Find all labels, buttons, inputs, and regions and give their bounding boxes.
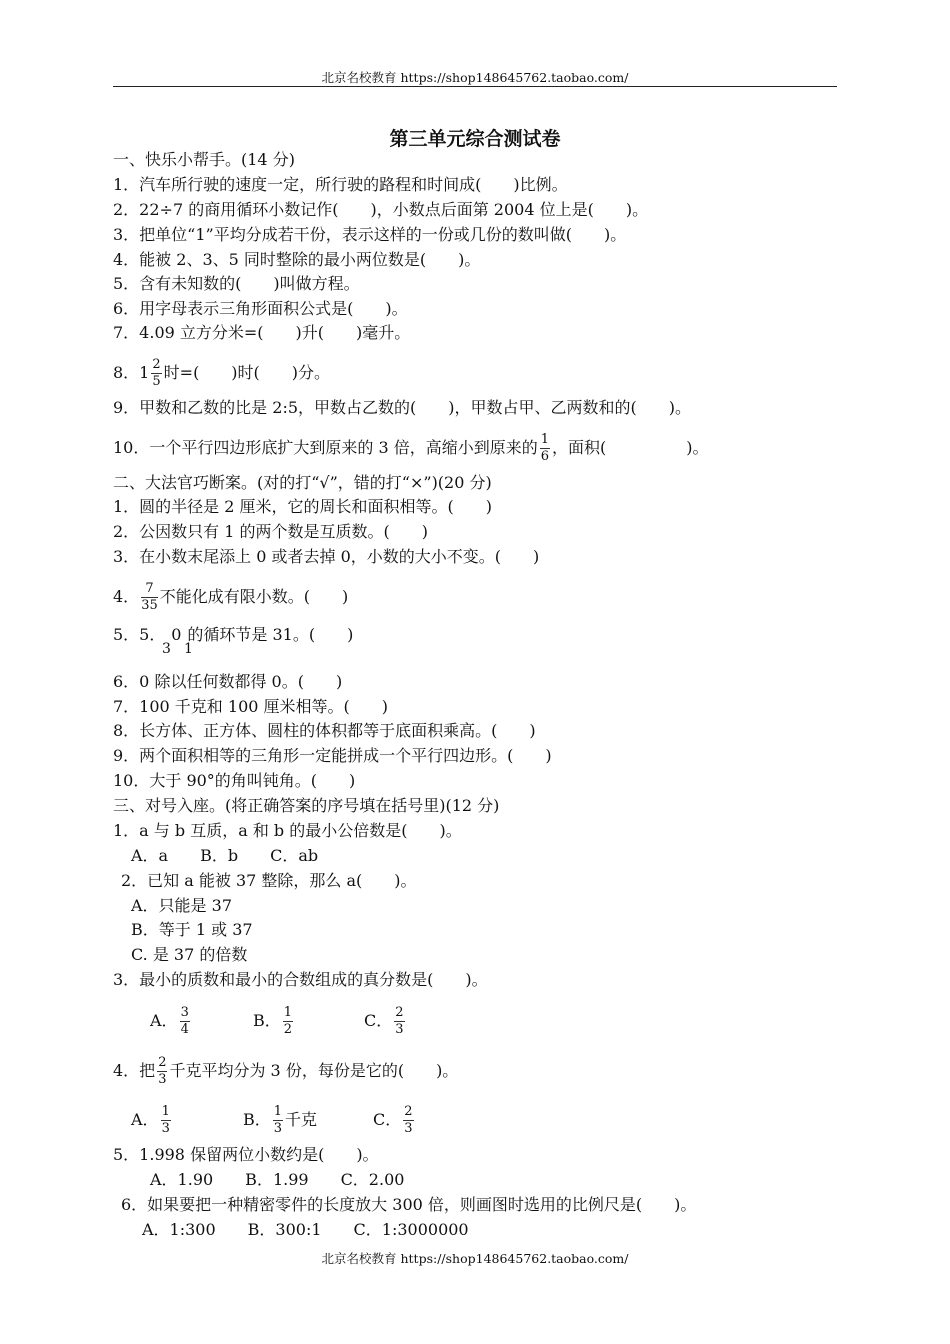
- denominator: 3: [161, 1121, 170, 1136]
- option-label: A．: [150, 1011, 178, 1030]
- option-fraction: [403, 1105, 413, 1136]
- s3-question-4: [113, 1056, 458, 1087]
- option-label: A．: [131, 1110, 159, 1129]
- s3-question-2: 2．已知 a 能被 37 整除，那么 a( )。: [121, 871, 417, 890]
- page-footer: 北京名校教育 https://shop148645762.taobao.com/: [321, 1251, 629, 1266]
- denominator: 3: [395, 1022, 404, 1037]
- option-fraction: [394, 1006, 404, 1037]
- s3q4-fraction: [157, 1056, 167, 1087]
- numerator: 2: [404, 1104, 413, 1119]
- option-label: C．: [373, 1110, 402, 1129]
- s2-question-1: 1．圆的半径是 2 厘米，它的周长和面积相等。( ): [113, 497, 493, 516]
- s2-question-4: [113, 582, 348, 613]
- s2-question-9: 9．两个面积相等的三角形一定能拼成一个平行四边形。( ): [113, 746, 552, 765]
- s2-question-6: 6．0 除以任何数都得 0。( ): [113, 672, 343, 691]
- option-suffix: 千克: [285, 1110, 318, 1129]
- s2q4-prefix: 4．: [113, 587, 140, 606]
- q10-fraction: [540, 433, 550, 464]
- s2-question-10: 10．大于 90°的角叫钝角。( ): [113, 771, 356, 790]
- s2-question-7: 7．100 千克和 100 厘米相等。( ): [113, 697, 389, 716]
- s1-question-3: 3．把单位“1”平均分成若干份，表示这样的一份或几份的数叫做( )。: [113, 225, 627, 244]
- numerator: 1: [283, 1005, 293, 1020]
- numerator: 2: [158, 1055, 167, 1070]
- s3-q4-option-c: [373, 1105, 416, 1136]
- denominator: 3: [158, 1072, 167, 1087]
- q8-fraction: [151, 358, 161, 389]
- q10-numerator: 1: [540, 432, 549, 447]
- s3-q2-option-c: C. 是 37 的倍数: [131, 945, 248, 964]
- option-label: B．: [253, 1011, 281, 1030]
- s1-question-4: 4．能被 2、3、5 同时整除的最小两位数是( )。: [113, 250, 481, 269]
- option-label: B．: [243, 1110, 271, 1129]
- s3q4-suffix: 千克平均分为 3 份，每份是它的( )。: [169, 1061, 459, 1080]
- s2-question-2: 2．公因数只有 1 的两个数是互质数。( ): [113, 522, 429, 541]
- numerator: 2: [395, 1005, 404, 1020]
- q8-numerator: 2: [152, 357, 161, 372]
- q10-suffix: ，面积( )。: [552, 438, 709, 457]
- denominator: 3: [404, 1121, 413, 1136]
- s1-question-5: 5．含有未知数的( )叫做方程。: [113, 274, 360, 293]
- s3-q3-option-b: [253, 1006, 295, 1037]
- s2-question-5: [113, 625, 353, 645]
- s3-q6-options: A．1:300 B．300:1 C．1:3000000: [142, 1220, 469, 1239]
- s1-question-2: 2．22÷7 的商用循环小数记作( )，小数点后面第 2004 位上是( )。: [113, 200, 649, 219]
- option-fraction: [283, 1006, 293, 1037]
- denominator: 3: [273, 1121, 283, 1136]
- page-title: 第三单元综合测试卷: [389, 128, 561, 150]
- section-1-heading: 一、快乐小帮手。(14 分): [113, 150, 295, 169]
- s1-question-1: 1．汽车所行驶的速度一定，所行驶的路程和时间成( )比例。: [113, 175, 568, 194]
- s2q5-repeat-digit-1: 1: [184, 641, 193, 657]
- s1-question-9: 9．甲数和乙数的比是 2:5，甲数占乙数的( )，甲数占甲、乙两数和的( )。: [113, 398, 691, 417]
- s2q4-numerator: 7: [141, 582, 158, 598]
- s3-q2-option-a: A．只能是 37: [131, 896, 233, 915]
- s2q4-suffix: 不能化成有限小数。( ): [159, 587, 349, 606]
- s3-q3-option-c: [364, 1006, 407, 1037]
- s3-q3-option-a: [150, 1006, 192, 1037]
- numerator: 1: [273, 1104, 283, 1119]
- q8-suffix: 时=( )时( )分。: [163, 363, 331, 382]
- header-rule: [113, 86, 837, 87]
- s3-q1-options: A．a B．b C．ab: [131, 846, 319, 865]
- option-fraction: [161, 1105, 171, 1136]
- denominator: 4: [180, 1022, 189, 1037]
- s3-q4-option-b: [243, 1105, 317, 1136]
- numerator: 1: [161, 1104, 170, 1119]
- s3-q2-option-b: B．等于 1 或 37: [131, 920, 253, 939]
- s1-question-10: [113, 433, 709, 464]
- s2q4-fraction: [141, 582, 158, 613]
- page-header: 北京名校教育 https://shop148645762.taobao.com/: [321, 70, 629, 85]
- s1-question-8: [113, 358, 330, 389]
- s2q5-prefix: 5．5．: [113, 625, 166, 644]
- s2q4-denominator: 35: [141, 598, 158, 613]
- s3-question-3: 3．最小的质数和最小的合数组成的真分数是( )。: [113, 970, 488, 989]
- s3-question-5: 5．1.998 保留两位小数约是( )。: [113, 1145, 379, 1164]
- section-3-heading: 三、对号入座。(将正确答案的序号填在括号里)(12 分): [113, 796, 500, 815]
- q8-prefix: 8．1: [113, 363, 150, 382]
- numerator: 3: [180, 1005, 189, 1020]
- option-fraction: [273, 1105, 283, 1136]
- s3-question-6: 6．如果要把一种精密零件的长度放大 300 倍，则画图时选用的比例尺是( )。: [121, 1195, 697, 1214]
- s1-question-6: 6．用字母表示三角形面积公式是( )。: [113, 299, 408, 318]
- s3-q4-option-a: [131, 1105, 173, 1136]
- s2-question-3: 3．在小数末尾添上 0 或者去掉 0，小数的大小不变。( ): [113, 547, 540, 566]
- s3-question-1: 1．a 与 b 互质，a 和 b 的最小公倍数是( )。: [113, 821, 462, 840]
- s2q5-repeat-digit-3: 3: [162, 641, 171, 657]
- s3q4-prefix: 4．把: [113, 1061, 156, 1080]
- s2q5-digit: 0: [171, 625, 182, 644]
- q10-prefix: 10．一个平行四边形底扩大到原来的 3 倍，高缩小到原来的: [113, 438, 538, 457]
- option-label: C．: [364, 1011, 393, 1030]
- s2-question-8: 8．长方体、正方体、圆柱的体积都等于底面积乘高。( ): [113, 721, 536, 740]
- s2q5-suffix: 的循环节是 31。( ): [187, 625, 354, 644]
- denominator: 2: [283, 1022, 293, 1037]
- q8-denominator: 5: [152, 374, 161, 389]
- s3-q5-options: A．1.90 B．1.99 C．2.00: [150, 1170, 405, 1189]
- s1-question-7: 7．4.09 立方分米=( )升( )毫升。: [113, 323, 411, 342]
- option-fraction: [180, 1006, 190, 1037]
- q10-denominator: 6: [540, 449, 549, 464]
- section-2-heading: 二、大法官巧断案。(对的打“√”，错的打“×”)(20 分): [113, 473, 492, 492]
